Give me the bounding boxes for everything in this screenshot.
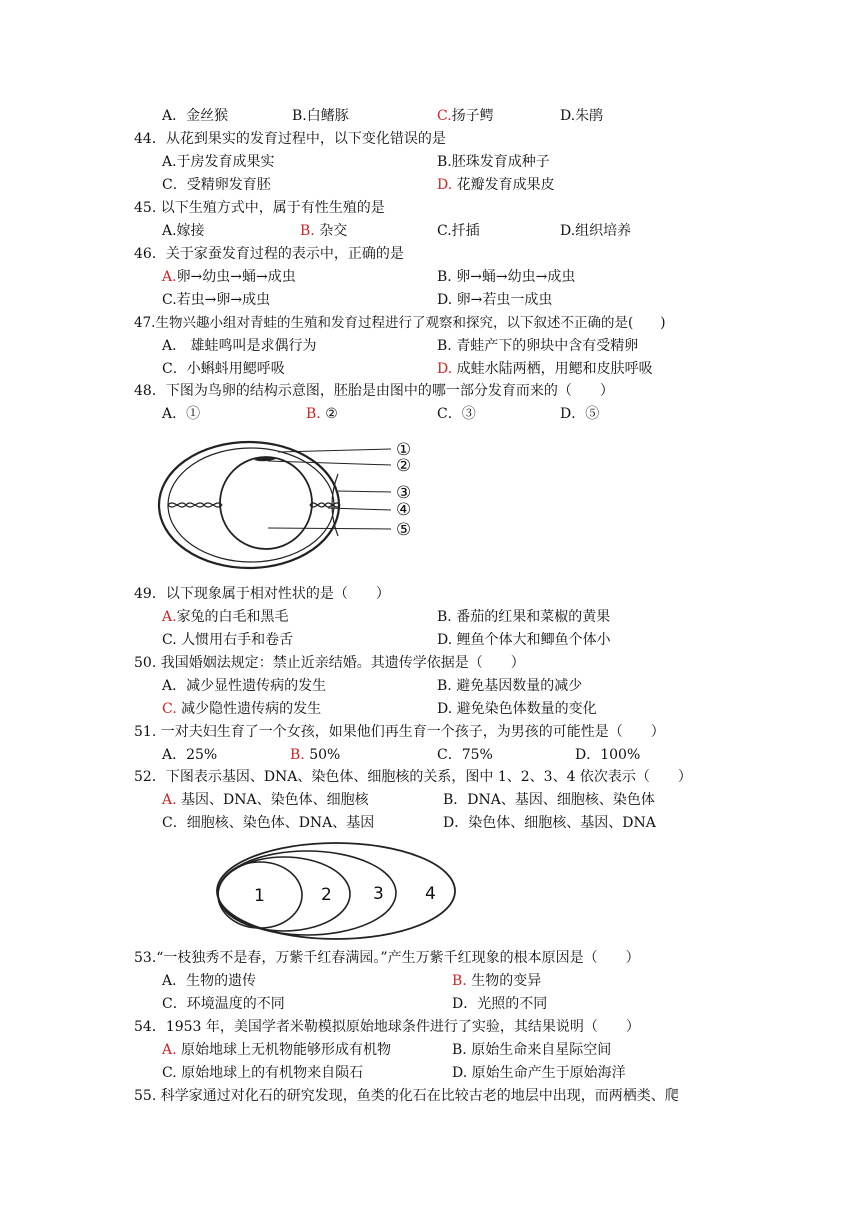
q48-option-a: A．① [162,406,201,422]
q49-stem: 49．以下现象属于相对性状的是（ ） [134,586,390,602]
answer-mark: C. [437,108,452,124]
q54-option-b: B. 原始生命来自星际空间 [452,1042,612,1058]
q52-option-d: D．染色体、细胞核、基因、DNA [443,815,656,831]
pointer-line-4 [328,508,391,510]
q50-stem: 50. 我国婚姻法规定：禁止近亲结婚。其遗传学依据是（ ） [134,655,525,671]
q54-stem: 54．1953 年，美国学者米勒模拟原始地球条件进行了实验，其结果说明（ ） [134,1019,640,1035]
q55-stem: 55. 科学家通过对化石的研究发现，鱼类的化石在比较古老的地层中出现，而两栖类、爬 [134,1088,679,1104]
answer-mark: B. [306,406,321,422]
q54-option-a: A. 原始地球上无机物能够形成有机物 [162,1042,392,1058]
figure-label-1: 1 [254,886,265,906]
q44-option-d: D. 花瓣发育成果皮 [437,177,555,193]
q50-option-a: A．减少显性遗传病的发生 [162,678,327,694]
q46-option-b: B. 卵→蛹→幼虫→成虫 [437,269,576,285]
figure-label-4: ④ [396,500,412,520]
q50-option-c: C. 减少隐性遗传病的发生 [162,701,322,717]
q43-option-d: D.朱鹃 [560,108,604,124]
chalaza-left [168,503,222,507]
answer-mark: A. [162,792,177,808]
q49-option-b: B. 番茄的红果和菜椒的黄果 [437,609,611,625]
pointer-line-3 [338,491,391,492]
figure-label-4: 4 [425,884,436,904]
q45-option-b: B. 杂交 [300,223,348,239]
answer-mark: B. [452,973,467,989]
egg-structure-diagram [150,432,430,578]
answer-mark: A. [162,269,177,285]
q46-option-c: C.若虫→卵→成虫 [162,292,271,308]
q47-stem: 47.生物兴趣小组对青蛙的生殖和发育过程进行了观察和探究，以下叙述不正确的是( ) [134,315,666,331]
q52-stem: 52．下图表示基因、DNA、染色体、细胞核的关系，图中 1、2、3、4 依次表示（ ） [134,769,692,785]
answer-mark: D. [437,361,453,377]
pointer-line-2 [268,461,391,465]
figure-label-2: ② [396,456,412,476]
q48-stem: 48．下图为鸟卵的结构示意图，胚胎是由图中的哪一部分发育而来的（ ） [134,383,614,399]
answer-mark: A. [162,609,177,625]
q45-option-a: A.嫁接 [162,223,205,239]
figure-label-1: ① [396,440,412,460]
figure-label-3: ③ [396,483,412,503]
q53-stem: 53.“一枝独秀不是春，万紫千红春满园。”产生万紫千红现象的根本原因是（ ） [134,950,640,966]
q47-option-c: C．小蝌蚪用鳃呼吸 [162,361,285,377]
q46-option-d: D. 卵→若虫一成虫 [437,292,553,308]
q51-option-c: C．75% [437,747,493,763]
answer-mark: A. [162,1042,177,1058]
q48-option-b: B. ② [306,406,338,422]
q54-option-d: D. 原始生命产生于原始海洋 [452,1065,626,1081]
shell-membrane-outline [168,448,334,562]
q46-option-a: A.卵→幼虫→蛹→成虫 [162,269,296,285]
q51-option-a: A．25% [162,747,218,763]
q44-stem: 44．从花到果实的发育过程中，以下变化错误的是 [134,131,446,147]
q43-option-c: C.扬子鳄 [437,108,494,124]
q53-option-a: A．生物的遗传 [162,973,257,989]
q46-stem: 46．关于家蚕发育过程的表示中，正确的是 [134,246,404,262]
q47-option-b: B. 青蛙产下的卵块中含有受精卵 [437,338,639,354]
q51-option-b: B. 50% [290,747,341,763]
figure-label-5: ⑤ [396,520,412,540]
q52-option-a: A. 基因、DNA、染色体、细胞核 [162,792,369,808]
answer-mark: C. [162,701,177,717]
q53-option-b: B. 生物的变异 [452,973,542,989]
q51-stem: 51. 一对夫妇生育了一个女孩，如果他们再生育一个孩子，为男孩的可能性是（ ） [134,724,665,740]
q49-option-c: C. 人惯用右手和卷舌 [162,632,294,648]
answer-mark: D. [437,177,453,193]
q53-option-d: D．光照的不同 [452,996,548,1012]
ellipse-4 [217,843,455,939]
answer-mark: B. [300,223,315,239]
q53-option-c: C．环境温度的不同 [162,996,285,1012]
q44-option-c: C．受精卵发育胚 [162,177,271,193]
q43-option-b: B.白鳍豚 [292,108,349,124]
q51-option-d: D．100% [575,747,641,763]
q48-option-c: C．③ [437,406,476,422]
answer-mark: B. [290,747,305,763]
figure-label-3: 3 [373,884,384,904]
q49-option-a: A.家兔的白毛和黑毛 [162,609,289,625]
q45-option-c: C.扦插 [437,223,480,239]
q44-option-a: A.于房发育成果实 [162,154,275,170]
q49-option-d: D. 鲤鱼个体大和鲫鱼个体小 [437,632,611,648]
q47-option-d: D. 成蛙水陆两栖，用鳃和皮肤呼吸 [437,361,653,377]
q45-option-d: D.组织培养 [560,223,632,239]
q47-option-a: A． 雄蛙鸣叫是求偶行为 [162,338,317,354]
q50-option-b: B. 避免基因数量的减少 [437,678,583,694]
q44-option-b: B.胚珠发育成种子 [437,154,550,170]
gene-dna-chromosome-nucleus-diagram [212,838,460,942]
figure-label-2: 2 [321,885,332,905]
yolk-outline [220,457,312,549]
pointer-line-5 [268,528,391,529]
q43-option-a: A．金丝猴 [162,108,229,124]
q48-option-d: D．⑤ [560,406,600,422]
q54-option-c: C. 原始地球上的有机物来自陨石 [162,1065,364,1081]
q52-option-c: C．细胞核、染色体、DNA、基因 [162,815,375,831]
q52-option-b: B．DNA、基因、细胞核、染色体 [443,792,655,808]
q45-stem: 45. 以下生殖方式中，属于有性生殖的是 [134,200,385,216]
q50-option-d: D. 避免染色体数量的变化 [437,701,597,717]
chalaza-right [310,503,340,507]
